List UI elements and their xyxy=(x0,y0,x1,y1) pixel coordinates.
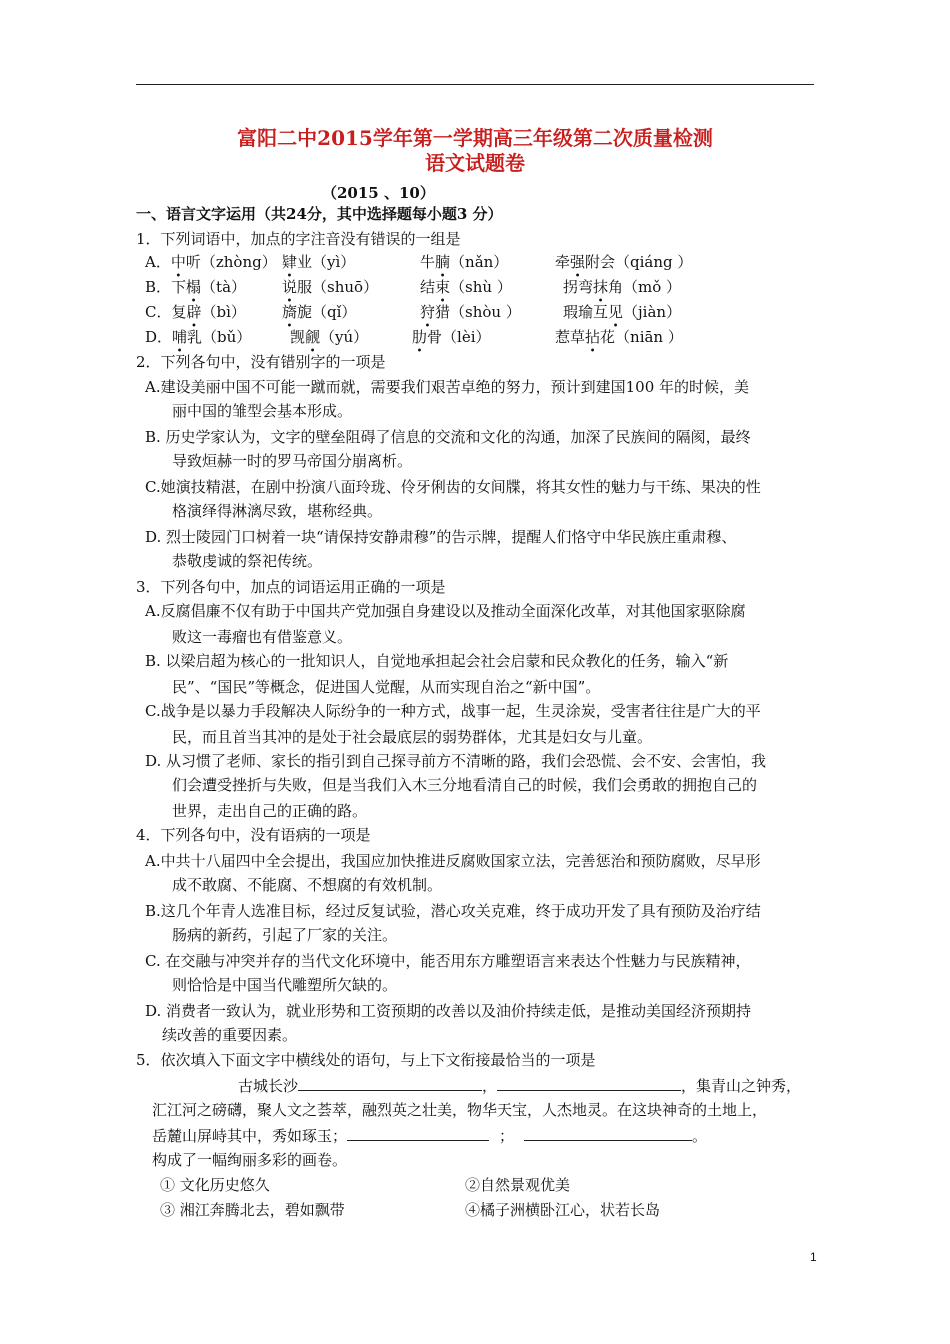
q2-option-d-cont: 恭敬虔诚的祭祀传统。 xyxy=(172,552,323,570)
page-number: 1 xyxy=(810,1250,817,1264)
q5-paragraph-line4: 构成了一幅绚丽多彩的画卷。 xyxy=(152,1151,348,1169)
q2-stem: 2．下列各句中，没有错别字的一项是 xyxy=(136,353,386,371)
q4-stem: 4．下列各句中，没有语病的一项是 xyxy=(136,826,371,844)
q5-blank-4 xyxy=(524,1124,692,1141)
q1-option-a-1: A．中听（zhòng） xyxy=(145,253,277,271)
q1-option-d-4: 惹草拈花（niān ） xyxy=(555,328,683,346)
q4-option-a-cont: 成不敢腐、不能腐、不想腐的有效机制。 xyxy=(172,876,443,894)
q3-stem: 3．下列各句中，加点的词语运用正确的一项是 xyxy=(136,578,446,596)
q3-option-d: D. 从习惯了老师、家长的指引到自己探寻前方不清晰的路，我们会恐慌、会不安、会害怕，我 xyxy=(145,752,767,770)
q2-option-c-cont: 格演绎得淋漓尽致，堪称经典。 xyxy=(172,502,383,520)
exam-date: （2015 、10） xyxy=(322,184,435,202)
q4-option-a: A.中共十八届四中全会提出，我国应加快推进反腐败国家立法，完善惩治和预防腐败，尽早形 xyxy=(145,852,761,870)
q5-separator-3: ； xyxy=(499,1127,515,1145)
q3-option-b-cont: 民”、“国民”等概念，促进国人觉醒，从而实现自治之“新中国”。 xyxy=(172,678,601,696)
q5-blank-2 xyxy=(497,1074,681,1091)
exam-title: 富阳二中2015学年第一学期高三年级第二次质量检测 xyxy=(237,126,713,150)
q1-option-b-4: 拐弯抹角（mǒ ） xyxy=(563,278,682,296)
section-heading: 一、语言文字运用（共24分，其中选择题每小题3 分） xyxy=(136,205,503,223)
q5-paragraph-line3 xyxy=(152,1124,707,1147)
q5-choice-2: ②自然景观优美 xyxy=(465,1176,571,1194)
q3-option-c: C.战争是以暴力手段解决人际纷争的一种方式，战事一起，生灵涂炭，受害者往往是广大的平 xyxy=(145,702,761,720)
q1-option-b-2: 说服（shuō） xyxy=(282,278,379,296)
q2-option-d: D. 烈士陵园门口树着一块“请保持安静肃穆”的告示牌，提醒人们恪守中华民族庄重肃穆、 xyxy=(145,528,737,546)
q2-option-a-cont: 丽中国的雏型会基本形成。 xyxy=(172,402,353,420)
q5-text-start-3: 岳麓山屏峙其中，秀如琢玉； xyxy=(152,1127,348,1145)
q3-option-a: A.反腐倡廉不仅有助于中国共产党加强自身建设以及推动全面深化改革，对其他国家驱除腐 xyxy=(145,602,746,620)
q1-option-c-2: 旖旎（qǐ） xyxy=(282,303,357,321)
q1-option-a-2: 肄业（yì） xyxy=(282,253,356,271)
q1-option-d-3: 肋骨（lèi） xyxy=(412,328,491,346)
q2-option-a: A.建设美丽中国不可能一蹴而就，需要我们艰苦卓绝的努力，预计到建国100 年的时候，美 xyxy=(145,378,750,396)
q1-option-a-3: 牛腩（nǎn） xyxy=(420,253,509,271)
q3-option-a-cont: 败这一毒瘤也有借鉴意义。 xyxy=(172,628,353,646)
q5-paragraph-line2: 汇江河之磅礴，聚人文之荟萃，融烈英之壮美，物华天宝，人杰地灵。在这块神奇的土地上， xyxy=(152,1101,768,1119)
q1-option-c-1: C．复辟（bì） xyxy=(145,303,246,321)
q4-option-c-cont: 则恰恰是中国当代雕塑所欠缺的。 xyxy=(172,976,398,994)
q5-paragraph-line1 xyxy=(238,1074,801,1097)
exam-subtitle: 语文试题卷 xyxy=(425,151,525,175)
q4-option-c: C. 在交融与冲突并存的当代文化环境中，能否用东方雕塑语言来表达个性魅力与民族精神， xyxy=(145,952,751,970)
q3-option-d-cont2: 世界，走出自己的正确的路。 xyxy=(172,802,368,820)
q2-option-b-cont: 导致烜赫一时的罗马帝国分崩离析。 xyxy=(172,452,413,470)
q1-option-b-3: 结束（shù ） xyxy=(420,278,512,296)
q5-blank-1 xyxy=(298,1074,482,1091)
q5-text-start: 古城长沙 xyxy=(238,1077,299,1095)
q3-option-d-cont: 们会遭受挫折与失败，但是当我们入木三分地看清自己的时候，我们会勇敢的拥抱自己的 xyxy=(172,776,758,794)
q5-text-end-3: 。 xyxy=(692,1127,708,1145)
q5-choice-4: ④橘子洲横卧江心，状若长岛 xyxy=(465,1201,661,1219)
q4-option-b-cont: 肠病的新药，引起了厂家的关注。 xyxy=(172,926,398,944)
q1-option-b-1: B．下榻（tà） xyxy=(145,278,247,296)
q1-option-c-3: 狩猎（shòu ） xyxy=(420,303,521,321)
q1-option-c-4: 瑕瑜互见（jiàn） xyxy=(563,303,682,321)
q3-option-b: B. 以梁启超为核心的一批知识人，自觉地承担起会社会启蒙和民众教化的任务，输入“新 xyxy=(145,652,729,670)
q2-option-b: B. 历史学家认为，文字的壁垒阻碍了信息的交流和文化的沟通，加深了民族间的隔阂，最终 xyxy=(145,428,751,446)
q5-separator: ， xyxy=(482,1077,498,1095)
q1-option-d-2: 觊觎（yú） xyxy=(290,328,369,346)
q1-stem: 1．下列词语中，加点的字注音没有错误的一组是 xyxy=(136,230,461,248)
q3-option-c-cont: 民，而且首当其冲的是处于社会最底层的弱势群体，尤其是妇女与儿童。 xyxy=(172,728,653,746)
q1-option-d-1: D．哺乳（bǔ） xyxy=(145,328,252,346)
q5-choice-3: ③ 湘江奔腾北去，碧如飘带 xyxy=(160,1201,345,1219)
q5-choice-1: ① 文化历史悠久 xyxy=(160,1176,270,1194)
q4-option-b: B.这几个年青人选准目标，经过反复试验，潜心攻关克难，终于成功开发了具有预防及治疗结 xyxy=(145,902,761,920)
q2-option-c: C.她演技精湛，在剧中扮演八面玲珑、伶牙俐齿的女间牒，将其女性的魅力与干练、果决的性 xyxy=(145,478,761,496)
q1-option-a-4: 牵强附会（qiáng ） xyxy=(555,253,693,271)
q5-stem: 5．依次填入下面文字中横线处的语句，与上下文衔接最恰当的一项是 xyxy=(136,1051,596,1069)
q5-text-end: ，集青山之钟秀， xyxy=(681,1077,802,1095)
top-rule xyxy=(136,84,814,85)
q4-option-d-cont: 续改善的重要因素。 xyxy=(162,1026,298,1044)
q4-option-d: D. 消费者一致认为，就业形势和工资预期的改善以及油价持续走低，是推动美国经济预期持 xyxy=(145,1002,752,1020)
q5-blank-3 xyxy=(347,1124,489,1141)
